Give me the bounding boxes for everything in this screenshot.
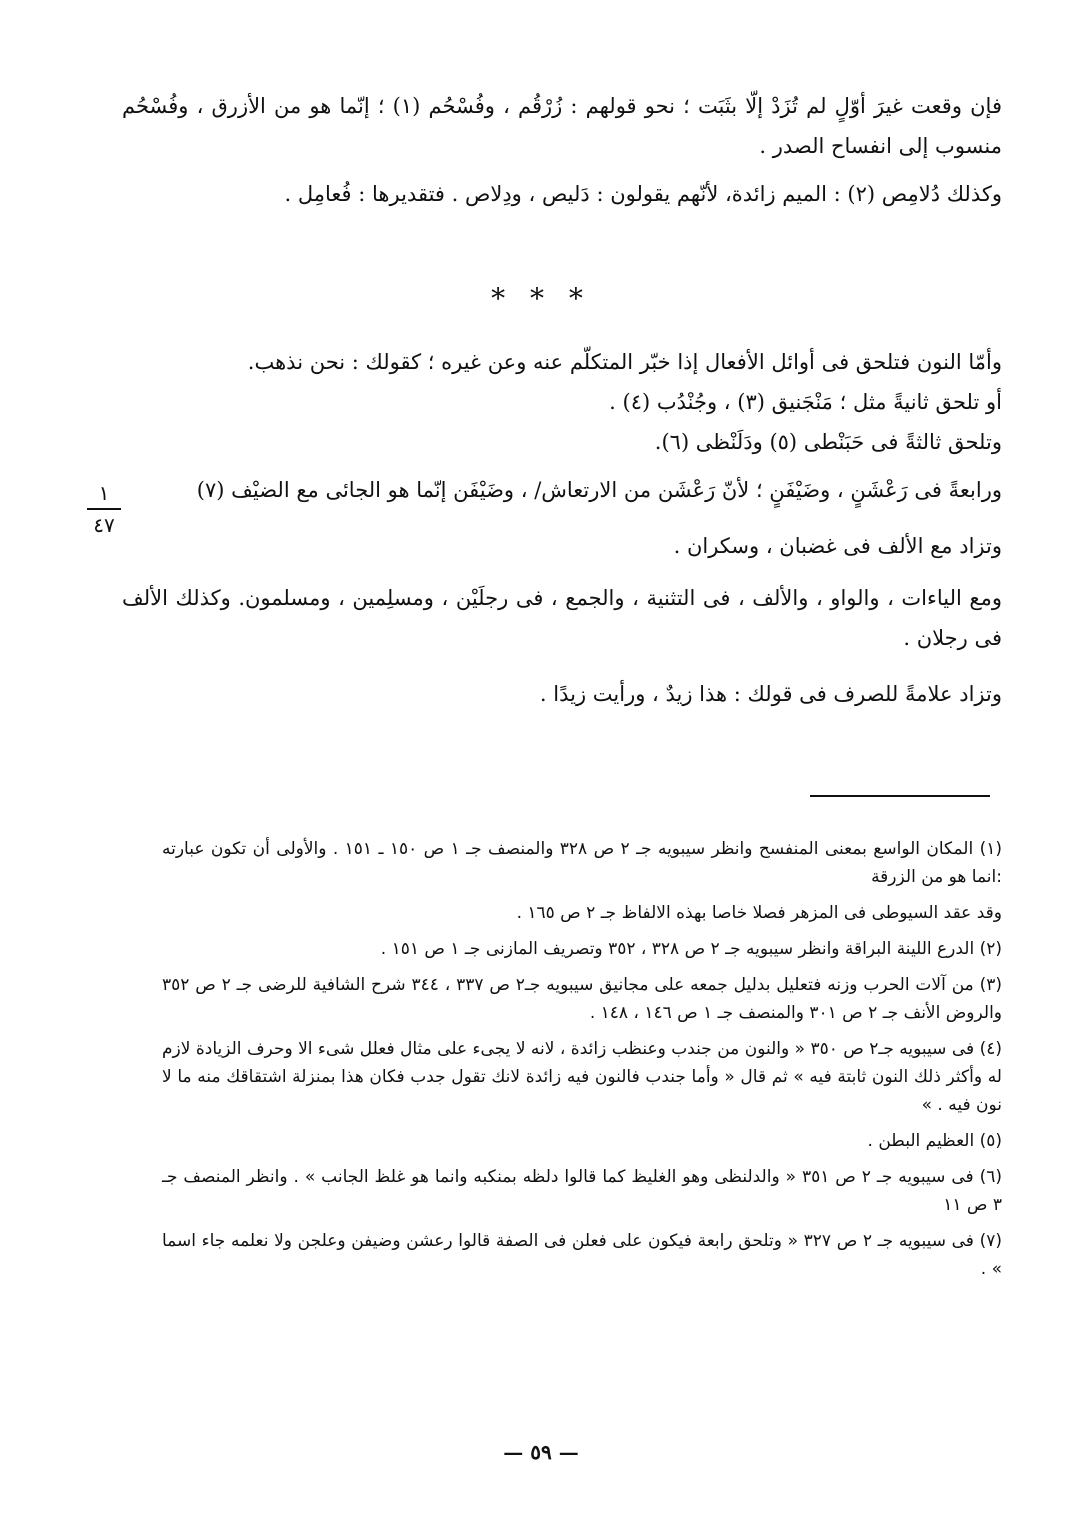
- margin-ref-bottom: ٤٧: [93, 513, 115, 537]
- margin-ref-top: ١: [98, 481, 110, 505]
- footnote-3: (٣) من آلات الحرب وزنه فتعليل بدليل جمعه على مجانيق سيبويه جـ٢ ص ٣٣٧ ، ٣٤٤ شرح الشافية للرضى جـ ٢ ص ٣٥٢ والروض الأنف جـ ٢ ص ٣٠١ والمنصف جـ ١ ص ١٤٦ ، ١٤٨ .: [162, 975, 1002, 1023]
- paragraph-6: ورابعةً فى رَعْشَنٍ ، وضَيْفَنٍ ؛ لأنّ رَعْشَن من الارتعاش/ ، وضَيْفَن إنّما هو الجائى مع الضيْف (٧): [196, 478, 1002, 502]
- paragraph-2: وكذلك دُلامِص (٢) : الميم زائدة، لأنّهم يقولون : دَليص ، ودِلاص . فتقديرها : فُعامِل .: [284, 182, 1002, 206]
- section-separator: * * *: [491, 282, 591, 315]
- paragraph-7: وتزاد مع الألف فى غضبان ، وسكران .: [673, 534, 1002, 558]
- paragraph-3: وأمّا النون فتلحق فى أوائل الأفعال إذا خبّر المتكلّم عنه وعن غيره ؛ كقولك : نحن نذهب.: [247, 350, 1002, 374]
- footnote-2: (٢) الدرع اللينة البراقة وانظر سيبويه جـ ٢ ص ٣٢٨ ، ٣٥٢ وتصريف المازنى جـ ١ ص ١٥١ .: [380, 939, 1002, 959]
- footnotes: [162, 835, 1002, 1291]
- page-number: — ٥٩ —: [503, 1440, 579, 1464]
- footnote-7: (٧) فى سيبويه جـ ٢ ص ٣٢٧ « وتلحق رابعة فيكون على فعلن فى الصفة قالوا رعشن وضيفن وعلجن ولا نعلمه جاء اسما » .: [162, 1231, 1002, 1279]
- main-text-block-1: [122, 86, 1002, 214]
- footnote-4: (٤) فى سيبويه جـ٢ ص ٣٥٠ « والنون من جندب وعنظب زائدة ، لانه لا يجىء على مثال فعلل شىء الا وحرف الزيادة لازم له وأكثر ذلك النون ثابتة فيه » ثم قال « وأما جندب فالنون فيه زائدة لانك تقول جدب فكان هذا بمنزلة اشتقاقك منه ما لا نون فيه . »: [162, 1039, 1002, 1115]
- paragraph-1: فإن وقعت غيرَ أوّلٍ لم تُزَدْ إلّا بثَبَت ؛ نحو قولهم : زُرْقُم ، وفُسْحُم (١) ؛ إنّما هو من الأزرق ، وفُسْحُم منسوب إلى انفساح الصدر .: [122, 94, 1002, 158]
- footnote-6: (٦) فى سيبويه جـ ٢ ص ٣٥١ « والدلنظى وهو الغليظ كما قالوا دلظه بمنكبه وانما هو غلظ الجانب » . وانظر المنصف جـ ٣ ص ١١: [162, 1167, 1002, 1215]
- footnote-1-cont: وقد عقد السيوطى فى المزهر فصلا خاصا بهذه الالفاظ جـ ٢ ص ١٦٥ .: [516, 903, 1002, 923]
- main-text-block-2: [122, 342, 1002, 714]
- margin-ref-bar: [87, 508, 121, 510]
- paragraph-8: ومع الياءات ، والواو ، والألف ، فى التثنية ، والجمع ، فى رجلَيْن ، ومسلِمين ، ومسلمون. وكذلك الألف فى رجلان .: [122, 586, 1002, 650]
- margin-reference: [84, 480, 124, 538]
- paragraph-9: وتزاد علامةً للصرف فى قولك : هذا زيدٌ ، ورأيت زيدًا .: [539, 682, 1002, 706]
- paragraph-4: أو تلحق ثانيةً مثل ؛ مَنْجَنيق (٣) ، وجُنْدُب (٤) .: [609, 390, 1002, 414]
- footnote-separator-rule: [810, 795, 990, 797]
- footnote-5: (٥) العظيم البطن .: [867, 1131, 1002, 1151]
- paragraph-5: وتلحق ثالثةً فى حَبَنْطى (٥) ودَلَنْظى (٦).: [654, 430, 1002, 454]
- footnote-1: (١) المكان الواسع بمعنى المنفسح وانظر سيبويه جـ ٢ ص ٣٢٨ والمنصف جـ ١ ص ١٥٠ ـ ١٥١ . والأولى أن تكون عبارته :انما هو من الزرقة: [162, 839, 1002, 887]
